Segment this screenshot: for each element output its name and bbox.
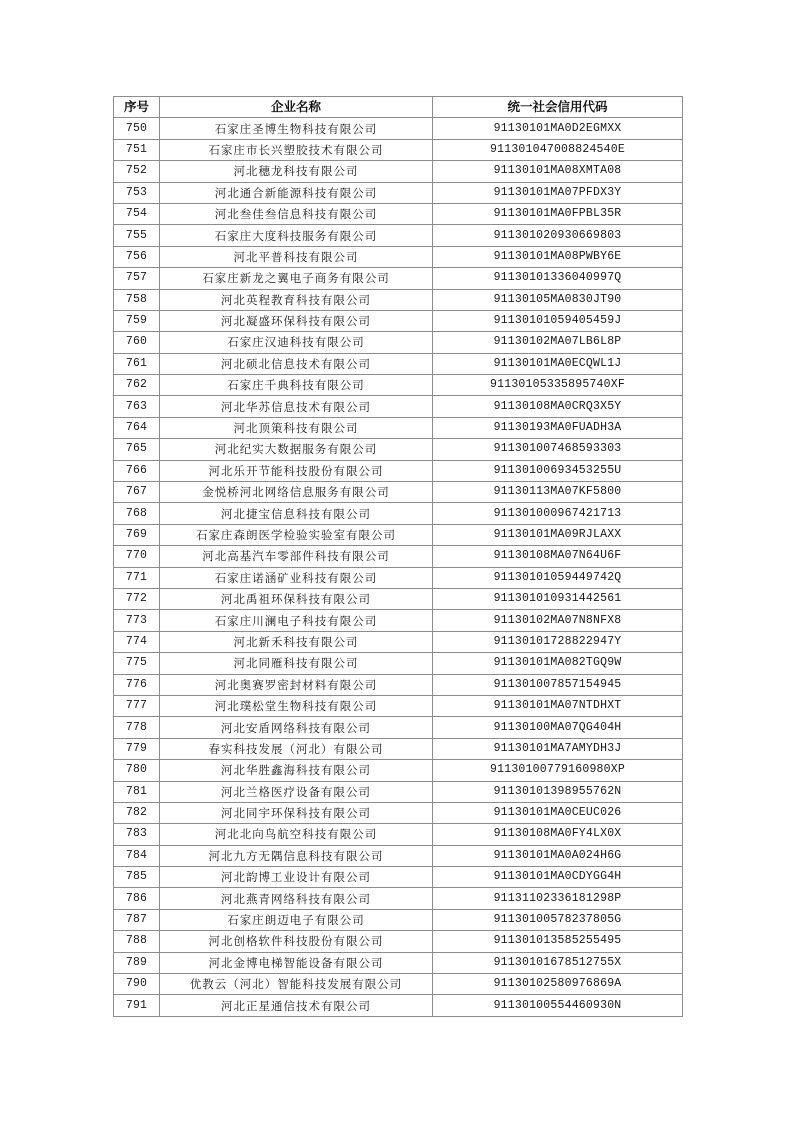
company-name-cell: 河北九方无隅信息科技有限公司 bbox=[160, 845, 433, 866]
credit-code-cell: 91130101MA07NTDHXT bbox=[433, 695, 683, 716]
credit-code-cell: 91130101MA0ECQWL1J bbox=[433, 353, 683, 374]
serial-number-cell: 769 bbox=[114, 524, 160, 545]
table-row bbox=[114, 974, 683, 995]
company-name-cell: 河北穗龙科技有限公司 bbox=[160, 161, 433, 182]
serial-number-cell: 776 bbox=[114, 674, 160, 695]
serial-number-cell: 789 bbox=[114, 952, 160, 973]
credit-code-cell: 91130101MA0D2EGMXX bbox=[433, 118, 683, 139]
company-name-cell: 石家庄森朗医学检验实验室有限公司 bbox=[160, 524, 433, 545]
table-row bbox=[114, 845, 683, 866]
credit-code-cell: 91130100578237805G bbox=[433, 909, 683, 930]
table-row bbox=[114, 738, 683, 759]
table-body bbox=[114, 118, 683, 1016]
serial-number-cell: 786 bbox=[114, 888, 160, 909]
company-name-cell: 河北同雁科技有限公司 bbox=[160, 653, 433, 674]
credit-code-cell: 91130101059449742Q bbox=[433, 567, 683, 588]
serial-number-cell: 762 bbox=[114, 375, 160, 396]
table-row bbox=[114, 653, 683, 674]
credit-code-cell: 91130108MA0FY4LX0X bbox=[433, 824, 683, 845]
credit-code-cell: 91130108MA07N64U6F bbox=[433, 546, 683, 567]
table-row bbox=[114, 375, 683, 396]
serial-number-cell: 791 bbox=[114, 995, 160, 1016]
company-name-cell: 河北兰格医疗设备有限公司 bbox=[160, 781, 433, 802]
serial-number-cell: 788 bbox=[114, 931, 160, 952]
serial-number-cell: 755 bbox=[114, 225, 160, 246]
company-credit-code-table bbox=[113, 96, 683, 1017]
table-row bbox=[114, 417, 683, 438]
company-name-cell: 春实科技发展（河北）有限公司 bbox=[160, 738, 433, 759]
table-row bbox=[114, 909, 683, 930]
credit-code-cell: 91130101MA7AMYDH3J bbox=[433, 738, 683, 759]
company-name-cell: 河北叁佳叁信息科技有限公司 bbox=[160, 203, 433, 224]
company-name-cell: 河北正星通信技术有限公司 bbox=[160, 995, 433, 1016]
company-name-cell: 河北新禾科技有限公司 bbox=[160, 631, 433, 652]
serial-number-cell: 778 bbox=[114, 717, 160, 738]
table-row bbox=[114, 995, 683, 1016]
credit-code-cell: 91130101MA07PFDX3Y bbox=[433, 182, 683, 203]
serial-number-cell: 773 bbox=[114, 610, 160, 631]
table-row bbox=[114, 332, 683, 353]
serial-number-cell: 768 bbox=[114, 503, 160, 524]
credit-code-cell: 91130101678512755X bbox=[433, 952, 683, 973]
company-name-cell: 河北奥赛罗密封材料有限公司 bbox=[160, 674, 433, 695]
serial-number-cell: 779 bbox=[114, 738, 160, 759]
company-name-cell: 河北华胜鑫海科技有限公司 bbox=[160, 760, 433, 781]
table-row bbox=[114, 118, 683, 139]
company-name-cell: 河北捷宝信息科技有限公司 bbox=[160, 503, 433, 524]
credit-code-cell: 91130101MA08PWBY6E bbox=[433, 246, 683, 267]
company-name-cell: 河北乐开节能科技股份有限公司 bbox=[160, 460, 433, 481]
company-name-cell: 河北通合新能源科技有限公司 bbox=[160, 182, 433, 203]
credit-code-cell: 91130100554460930N bbox=[433, 995, 683, 1016]
company-name-cell: 河北创格软件科技股份有限公司 bbox=[160, 931, 433, 952]
company-name-cell: 河北纪实大数据服务有限公司 bbox=[160, 439, 433, 460]
serial-number-cell: 764 bbox=[114, 417, 160, 438]
table-row bbox=[114, 161, 683, 182]
serial-number-cell: 785 bbox=[114, 867, 160, 888]
table-row bbox=[114, 631, 683, 652]
serial-number-cell: 767 bbox=[114, 482, 160, 503]
header-credit-code: 统一社会信用代码 bbox=[433, 97, 683, 118]
table-row bbox=[114, 310, 683, 331]
company-name-cell: 河北华苏信息技术有限公司 bbox=[160, 396, 433, 417]
serial-number-cell: 770 bbox=[114, 546, 160, 567]
company-name-cell: 河北顶策科技有限公司 bbox=[160, 417, 433, 438]
credit-code-cell: 91130101MA0A024H6G bbox=[433, 845, 683, 866]
credit-code-cell: 91130102580976869A bbox=[433, 974, 683, 995]
table-row bbox=[114, 931, 683, 952]
serial-number-cell: 771 bbox=[114, 567, 160, 588]
credit-code-cell: 91130100693453255U bbox=[433, 460, 683, 481]
table-row bbox=[114, 760, 683, 781]
credit-code-cell: 911301047008824540E bbox=[433, 139, 683, 160]
table-row bbox=[114, 717, 683, 738]
serial-number-cell: 772 bbox=[114, 588, 160, 609]
serial-number-cell: 787 bbox=[114, 909, 160, 930]
company-name-cell: 河北燕青网络科技有限公司 bbox=[160, 888, 433, 909]
company-name-cell: 金悦桥河北网络信息服务有限公司 bbox=[160, 482, 433, 503]
credit-code-cell: 91130101MA0CDYGG4H bbox=[433, 867, 683, 888]
company-name-cell: 河北同宇环保科技有限公司 bbox=[160, 802, 433, 823]
table-row bbox=[114, 524, 683, 545]
credit-code-cell: 91130102MA07LB6L8P bbox=[433, 332, 683, 353]
serial-number-cell: 763 bbox=[114, 396, 160, 417]
serial-number-cell: 759 bbox=[114, 310, 160, 331]
company-name-cell: 河北平普科技有限公司 bbox=[160, 246, 433, 267]
table-row bbox=[114, 182, 683, 203]
company-name-cell: 河北英程教育科技有限公司 bbox=[160, 289, 433, 310]
credit-code-cell: 91130101MA09RJLAXX bbox=[433, 524, 683, 545]
header-serial-number: 序号 bbox=[114, 97, 160, 118]
serial-number-cell: 753 bbox=[114, 182, 160, 203]
credit-code-cell: 91130101728822947Y bbox=[433, 631, 683, 652]
table-row bbox=[114, 225, 683, 246]
company-name-cell: 河北硕北信息技术有限公司 bbox=[160, 353, 433, 374]
table-row bbox=[114, 802, 683, 823]
credit-code-cell: 91130105335895740XF bbox=[433, 375, 683, 396]
serial-number-cell: 777 bbox=[114, 695, 160, 716]
table-row bbox=[114, 353, 683, 374]
table-row bbox=[114, 888, 683, 909]
serial-number-cell: 780 bbox=[114, 760, 160, 781]
serial-number-cell: 782 bbox=[114, 802, 160, 823]
serial-number-cell: 751 bbox=[114, 139, 160, 160]
credit-code-cell: 911301007468593303 bbox=[433, 439, 683, 460]
serial-number-cell: 790 bbox=[114, 974, 160, 995]
serial-number-cell: 756 bbox=[114, 246, 160, 267]
table-row bbox=[114, 246, 683, 267]
company-name-cell: 石家庄朗迈电子有限公司 bbox=[160, 909, 433, 930]
company-name-cell: 河北北向鸟航空科技有限公司 bbox=[160, 824, 433, 845]
credit-code-cell: 911301010931442561 bbox=[433, 588, 683, 609]
credit-code-cell: 911301020930669803 bbox=[433, 225, 683, 246]
company-name-cell: 石家庄市长兴塑胶技术有限公司 bbox=[160, 139, 433, 160]
header-company-name: 企业名称 bbox=[160, 97, 433, 118]
credit-code-cell: 91130101MA082TGQ9W bbox=[433, 653, 683, 674]
serial-number-cell: 781 bbox=[114, 781, 160, 802]
table-row bbox=[114, 139, 683, 160]
company-name-cell: 石家庄诺涵矿业科技有限公司 bbox=[160, 567, 433, 588]
credit-code-cell: 91130101MA0FPBL35R bbox=[433, 203, 683, 224]
credit-code-cell: 91130105MA0830JT90 bbox=[433, 289, 683, 310]
credit-code-cell: 911301000967421713 bbox=[433, 503, 683, 524]
table-row bbox=[114, 546, 683, 567]
table-row bbox=[114, 781, 683, 802]
table-row bbox=[114, 952, 683, 973]
serial-number-cell: 784 bbox=[114, 845, 160, 866]
credit-code-cell: 91130193MA0FUADH3A bbox=[433, 417, 683, 438]
company-name-cell: 河北安盾网络科技有限公司 bbox=[160, 717, 433, 738]
credit-code-cell: 91130101MA0CEUC026 bbox=[433, 802, 683, 823]
company-name-cell: 河北禹祖环保科技有限公司 bbox=[160, 588, 433, 609]
company-name-cell: 石家庄汉迪科技有限公司 bbox=[160, 332, 433, 353]
table-row bbox=[114, 567, 683, 588]
serial-number-cell: 774 bbox=[114, 631, 160, 652]
company-name-cell: 河北凝盛环保科技有限公司 bbox=[160, 310, 433, 331]
serial-number-cell: 783 bbox=[114, 824, 160, 845]
table-row bbox=[114, 674, 683, 695]
credit-code-cell: 91130100MA07QG404H bbox=[433, 717, 683, 738]
serial-number-cell: 766 bbox=[114, 460, 160, 481]
credit-code-cell: 91130108MA0CRQ3X5Y bbox=[433, 396, 683, 417]
table-header-row bbox=[114, 97, 683, 118]
serial-number-cell: 757 bbox=[114, 268, 160, 289]
credit-code-cell: 91131102336181298P bbox=[433, 888, 683, 909]
table-row bbox=[114, 824, 683, 845]
serial-number-cell: 775 bbox=[114, 653, 160, 674]
credit-code-cell: 911301007857154945 bbox=[433, 674, 683, 695]
table-row bbox=[114, 482, 683, 503]
credit-code-cell: 91130101398955762N bbox=[433, 781, 683, 802]
credit-code-cell: 91130100779160980XP bbox=[433, 760, 683, 781]
company-name-cell: 河北韵博工业设计有限公司 bbox=[160, 867, 433, 888]
serial-number-cell: 761 bbox=[114, 353, 160, 374]
table-row bbox=[114, 289, 683, 310]
company-name-cell: 石家庄川澜电子科技有限公司 bbox=[160, 610, 433, 631]
table-row bbox=[114, 460, 683, 481]
company-name-cell: 优教云（河北）智能科技发展有限公司 bbox=[160, 974, 433, 995]
credit-code-cell: 91130101MA08XMTA08 bbox=[433, 161, 683, 182]
credit-code-cell: 911301013585255495 bbox=[433, 931, 683, 952]
table-row bbox=[114, 503, 683, 524]
company-name-cell: 石家庄千典科技有限公司 bbox=[160, 375, 433, 396]
serial-number-cell: 760 bbox=[114, 332, 160, 353]
table-row bbox=[114, 268, 683, 289]
table-row bbox=[114, 588, 683, 609]
table-row bbox=[114, 695, 683, 716]
serial-number-cell: 758 bbox=[114, 289, 160, 310]
credit-code-cell: 91130102MA07N8NFX8 bbox=[433, 610, 683, 631]
credit-code-cell: 91130101336040997Q bbox=[433, 268, 683, 289]
company-name-cell: 河北金博电梯智能设备有限公司 bbox=[160, 952, 433, 973]
company-name-cell: 石家庄圣博生物科技有限公司 bbox=[160, 118, 433, 139]
serial-number-cell: 752 bbox=[114, 161, 160, 182]
credit-code-cell: 91130101059405459J bbox=[433, 310, 683, 331]
table-row bbox=[114, 610, 683, 631]
company-name-cell: 河北璞松堂生物科技有限公司 bbox=[160, 695, 433, 716]
company-name-cell: 石家庄新龙之翼电子商务有限公司 bbox=[160, 268, 433, 289]
table-row bbox=[114, 867, 683, 888]
company-name-cell: 河北高基汽车零部件科技有限公司 bbox=[160, 546, 433, 567]
table-row bbox=[114, 439, 683, 460]
credit-code-cell: 91130113MA07KF5800 bbox=[433, 482, 683, 503]
table-row bbox=[114, 203, 683, 224]
serial-number-cell: 765 bbox=[114, 439, 160, 460]
serial-number-cell: 754 bbox=[114, 203, 160, 224]
table-row bbox=[114, 396, 683, 417]
serial-number-cell: 750 bbox=[114, 118, 160, 139]
company-name-cell: 石家庄大度科技服务有限公司 bbox=[160, 225, 433, 246]
